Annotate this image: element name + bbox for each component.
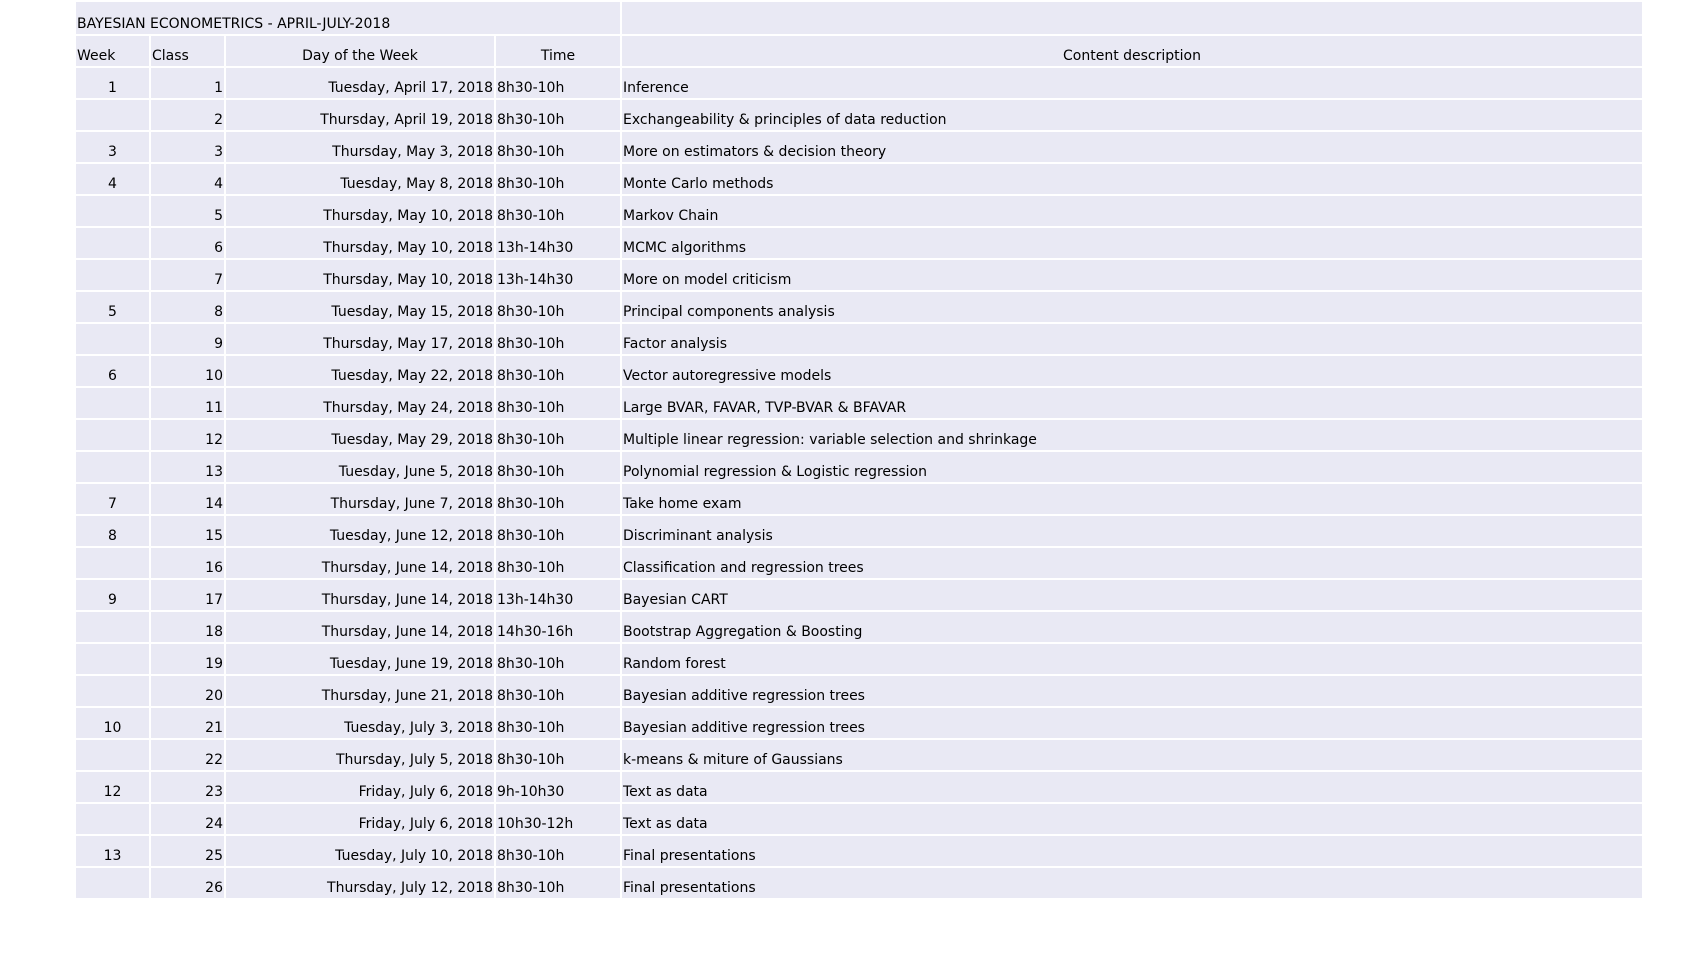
week-cell[interactable]: 6 — [76, 356, 151, 388]
day-cell[interactable]: Thursday, July 5, 2018 — [226, 740, 496, 772]
content-cell[interactable]: Monte Carlo methods — [622, 164, 1644, 196]
week-cell[interactable]: 4 — [76, 164, 151, 196]
time-cell[interactable]: 8h30-10h — [496, 708, 622, 740]
day-cell[interactable]: Thursday, June 14, 2018 — [226, 580, 496, 612]
empty-cell[interactable] — [622, 2, 1644, 36]
content-cell[interactable]: Classification and regression trees — [622, 548, 1644, 580]
header-content[interactable]: Content description — [622, 36, 1644, 68]
table-row — [76, 644, 1644, 676]
table-row — [76, 260, 1644, 292]
week-cell[interactable] — [76, 868, 151, 900]
content-cell[interactable]: Bootstrap Aggregation & Boosting — [622, 612, 1644, 644]
day-cell[interactable]: Thursday, June 14, 2018 — [226, 548, 496, 580]
day-cell[interactable]: Friday, July 6, 2018 — [226, 804, 496, 836]
table-row — [76, 452, 1644, 484]
time-cell[interactable]: 8h30-10h — [496, 196, 622, 228]
content-cell[interactable]: Bayesian additive regression trees — [622, 708, 1644, 740]
week-cell[interactable]: 12 — [76, 772, 151, 804]
day-cell[interactable]: Thursday, May 10, 2018 — [226, 228, 496, 260]
time-cell[interactable]: 8h30-10h — [496, 548, 622, 580]
time-cell[interactable]: 9h-10h30 — [496, 772, 622, 804]
time-cell[interactable]: 8h30-10h — [496, 484, 622, 516]
header-row — [76, 36, 1644, 68]
table-row — [76, 580, 1644, 612]
class-cell[interactable]: 12 — [151, 420, 226, 452]
content-cell[interactable]: Exchangeability & principles of data reduction — [622, 100, 1644, 132]
content-cell[interactable]: Final presentations — [622, 836, 1644, 868]
day-cell[interactable]: Thursday, May 3, 2018 — [226, 132, 496, 164]
class-cell[interactable]: 20 — [151, 676, 226, 708]
class-cell[interactable]: 21 — [151, 708, 226, 740]
time-cell[interactable]: 8h30-10h — [496, 740, 622, 772]
class-cell[interactable]: 10 — [151, 356, 226, 388]
table-row — [76, 772, 1644, 804]
class-cell[interactable]: 2 — [151, 100, 226, 132]
table-row — [76, 196, 1644, 228]
class-cell[interactable]: 3 — [151, 132, 226, 164]
time-cell[interactable]: 8h30-10h — [496, 324, 622, 356]
week-cell[interactable] — [76, 196, 151, 228]
day-cell[interactable]: Thursday, May 24, 2018 — [226, 388, 496, 420]
content-cell[interactable]: More on estimators & decision theory — [622, 132, 1644, 164]
table-row — [76, 228, 1644, 260]
class-cell[interactable]: 13 — [151, 452, 226, 484]
time-cell[interactable]: 8h30-10h — [496, 452, 622, 484]
week-cell[interactable] — [76, 260, 151, 292]
content-cell[interactable]: Discriminant analysis — [622, 516, 1644, 548]
title-row — [76, 2, 1644, 36]
day-cell[interactable]: Friday, July 6, 2018 — [226, 772, 496, 804]
time-cell[interactable]: 8h30-10h — [496, 100, 622, 132]
class-cell[interactable]: 7 — [151, 260, 226, 292]
week-cell[interactable]: 5 — [76, 292, 151, 324]
day-cell[interactable]: Thursday, June 21, 2018 — [226, 676, 496, 708]
table-row — [76, 164, 1644, 196]
time-cell[interactable]: 8h30-10h — [496, 132, 622, 164]
week-cell[interactable] — [76, 324, 151, 356]
day-cell[interactable]: Tuesday, May 8, 2018 — [226, 164, 496, 196]
time-cell[interactable]: 8h30-10h — [496, 164, 622, 196]
class-cell[interactable]: 8 — [151, 292, 226, 324]
class-cell[interactable]: 25 — [151, 836, 226, 868]
table-row — [76, 868, 1644, 900]
week-cell[interactable]: 3 — [76, 132, 151, 164]
week-cell[interactable]: 7 — [76, 484, 151, 516]
class-cell[interactable]: 1 — [151, 68, 226, 100]
day-cell[interactable]: Thursday, May 17, 2018 — [226, 324, 496, 356]
class-cell[interactable]: 23 — [151, 772, 226, 804]
week-cell[interactable] — [76, 644, 151, 676]
class-cell[interactable]: 11 — [151, 388, 226, 420]
week-cell[interactable] — [76, 740, 151, 772]
schedule-table — [76, 2, 1644, 900]
content-cell[interactable]: More on model criticism — [622, 260, 1644, 292]
class-cell[interactable]: 17 — [151, 580, 226, 612]
time-cell[interactable]: 14h30-16h — [496, 612, 622, 644]
class-cell[interactable]: 24 — [151, 804, 226, 836]
table-row — [76, 100, 1644, 132]
week-cell[interactable] — [76, 388, 151, 420]
time-cell[interactable]: 8h30-10h — [496, 516, 622, 548]
content-cell[interactable]: Text as data — [622, 804, 1644, 836]
time-cell[interactable]: 8h30-10h — [496, 388, 622, 420]
table-row — [76, 740, 1644, 772]
content-cell[interactable]: MCMC algorithms — [622, 228, 1644, 260]
time-cell[interactable]: 8h30-10h — [496, 292, 622, 324]
class-cell[interactable]: 14 — [151, 484, 226, 516]
content-cell[interactable]: Multiple linear regression: variable selection and shrinkage — [622, 420, 1644, 452]
time-cell[interactable]: 13h-14h30 — [496, 260, 622, 292]
day-cell[interactable]: Tuesday, June 5, 2018 — [226, 452, 496, 484]
week-cell[interactable] — [76, 548, 151, 580]
content-cell[interactable]: Text as data — [622, 772, 1644, 804]
day-cell[interactable]: Thursday, May 10, 2018 — [226, 260, 496, 292]
table-row — [76, 484, 1644, 516]
content-cell[interactable]: Polynomial regression & Logistic regression — [622, 452, 1644, 484]
content-cell[interactable]: k-means & miture of Gaussians — [622, 740, 1644, 772]
time-cell[interactable]: 8h30-10h — [496, 676, 622, 708]
time-cell[interactable]: 8h30-10h — [496, 836, 622, 868]
content-cell[interactable]: Random forest — [622, 644, 1644, 676]
time-cell[interactable]: 8h30-10h — [496, 356, 622, 388]
time-cell[interactable]: 13h-14h30 — [496, 228, 622, 260]
time-cell[interactable]: 8h30-10h — [496, 68, 622, 100]
class-cell[interactable]: 16 — [151, 548, 226, 580]
day-cell[interactable]: Tuesday, June 19, 2018 — [226, 644, 496, 676]
week-cell[interactable] — [76, 228, 151, 260]
content-cell[interactable]: Large BVAR, FAVAR, TVP-BVAR & BFAVAR — [622, 388, 1644, 420]
content-cell[interactable]: Markov Chain — [622, 196, 1644, 228]
day-cell[interactable]: Thursday, April 19, 2018 — [226, 100, 496, 132]
table-row — [76, 516, 1644, 548]
class-cell[interactable]: 26 — [151, 868, 226, 900]
week-cell[interactable] — [76, 452, 151, 484]
header-time[interactable]: Time — [496, 36, 622, 68]
class-cell[interactable]: 4 — [151, 164, 226, 196]
table-row — [76, 68, 1644, 100]
day-cell[interactable]: Tuesday, July 10, 2018 — [226, 836, 496, 868]
day-cell[interactable]: Tuesday, May 29, 2018 — [226, 420, 496, 452]
table-row — [76, 324, 1644, 356]
class-cell[interactable]: 18 — [151, 612, 226, 644]
week-cell[interactable]: 10 — [76, 708, 151, 740]
class-cell[interactable]: 5 — [151, 196, 226, 228]
content-cell[interactable]: Inference — [622, 68, 1644, 100]
content-cell[interactable]: Bayesian CART — [622, 580, 1644, 612]
table-row — [76, 676, 1644, 708]
table-row — [76, 804, 1644, 836]
class-cell[interactable]: 6 — [151, 228, 226, 260]
class-cell[interactable]: 22 — [151, 740, 226, 772]
week-cell[interactable]: 13 — [76, 836, 151, 868]
day-cell[interactable]: Tuesday, May 15, 2018 — [226, 292, 496, 324]
class-cell[interactable]: 15 — [151, 516, 226, 548]
day-cell[interactable]: Tuesday, June 12, 2018 — [226, 516, 496, 548]
week-cell[interactable] — [76, 612, 151, 644]
content-cell[interactable]: Take home exam — [622, 484, 1644, 516]
day-cell[interactable]: Tuesday, May 22, 2018 — [226, 356, 496, 388]
week-cell[interactable] — [76, 804, 151, 836]
header-day[interactable]: Day of the Week — [226, 36, 496, 68]
week-cell[interactable] — [76, 100, 151, 132]
schedule-body — [76, 2, 1644, 900]
header-week[interactable]: Week — [76, 36, 151, 68]
day-cell[interactable]: Tuesday, April 17, 2018 — [226, 68, 496, 100]
table-row — [76, 612, 1644, 644]
week-cell[interactable] — [76, 676, 151, 708]
time-cell[interactable]: 8h30-10h — [496, 420, 622, 452]
table-row — [76, 388, 1644, 420]
content-cell[interactable]: Final presentations — [622, 868, 1644, 900]
table-row — [76, 356, 1644, 388]
time-cell[interactable]: 8h30-10h — [496, 868, 622, 900]
week-cell[interactable] — [76, 420, 151, 452]
content-cell[interactable]: Bayesian additive regression trees — [622, 676, 1644, 708]
week-cell[interactable]: 1 — [76, 68, 151, 100]
content-cell[interactable]: Factor analysis — [622, 324, 1644, 356]
table-row — [76, 548, 1644, 580]
week-cell[interactable]: 9 — [76, 580, 151, 612]
day-cell[interactable]: Thursday, July 12, 2018 — [226, 868, 496, 900]
table-row — [76, 836, 1644, 868]
week-cell[interactable]: 8 — [76, 516, 151, 548]
table-row — [76, 420, 1644, 452]
class-cell[interactable]: 19 — [151, 644, 226, 676]
day-cell[interactable]: Thursday, June 14, 2018 — [226, 612, 496, 644]
class-cell[interactable]: 9 — [151, 324, 226, 356]
day-cell[interactable]: Thursday, May 10, 2018 — [226, 196, 496, 228]
sheet-title[interactable]: BAYESIAN ECONOMETRICS - APRIL-JULY-2018 — [76, 2, 622, 36]
content-cell[interactable]: Vector autoregressive models — [622, 356, 1644, 388]
day-cell[interactable]: Tuesday, July 3, 2018 — [226, 708, 496, 740]
table-row — [76, 708, 1644, 740]
table-row — [76, 292, 1644, 324]
table-row — [76, 132, 1644, 164]
time-cell[interactable]: 8h30-10h — [496, 644, 622, 676]
time-cell[interactable]: 13h-14h30 — [496, 580, 622, 612]
time-cell[interactable]: 10h30-12h — [496, 804, 622, 836]
content-cell[interactable]: Principal components analysis — [622, 292, 1644, 324]
header-class[interactable]: Class — [151, 36, 226, 68]
day-cell[interactable]: Thursday, June 7, 2018 — [226, 484, 496, 516]
